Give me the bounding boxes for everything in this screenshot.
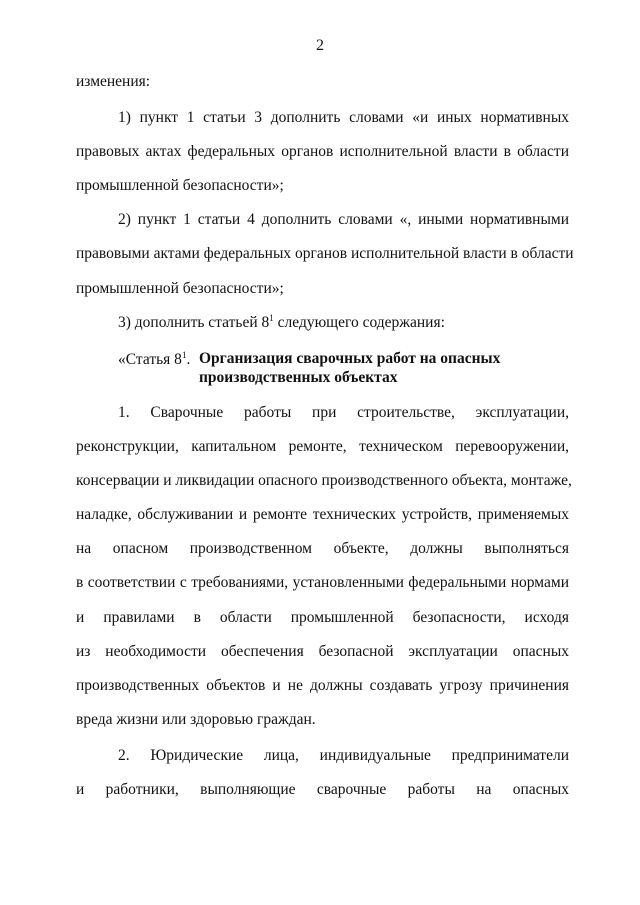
item-1-line-3: промышленной безопасности»; [76,177,284,194]
article-title-line-2: производственных объектах [199,369,398,386]
item-2-line-3: промышленной безопасности»; [76,280,284,297]
para-1-line-8: из необходимости обеспечения безопасной эксплуатации опасных [76,643,569,660]
para-1-line-4: наладке, обслуживании и ремонте технических устройств, применяемых [76,506,569,523]
para-2-line-2: и работники, выполняющие сварочные работы на опасных [76,781,569,798]
item-2-line-2: правовыми актами федеральных органов исполнительной власти в области [76,245,574,262]
item-3-sup: 1 [269,313,274,323]
article-label-dot: . [186,351,191,368]
para-1-line-5: на опасном производственном объекте, должны выполняться [76,540,569,557]
para-1-line-10: вреда жизни или здоровью граждан. [76,711,316,728]
article-title-line-1: Организация сварочных работ на опасных [199,350,501,367]
page-number: 2 [316,37,324,54]
item-1-line-1: 1) пункт 1 статьи 3 дополнить словами «и иных нормативных [118,109,569,126]
item-3-after: следующего содержания: [273,314,445,331]
para-1-line-3: консервации и ликвидации опасного производственного объекта, монтаже, [76,472,572,489]
item-3-text [118,314,445,332]
item-3-before: 3) дополнить статьей 8 [118,314,270,331]
para-1-line-9: производственных объектов и не должны создавать угрозу причинения [76,677,569,694]
para-1-line-2: реконструкции, капитальном ремонте, техническом перевооружении, [76,438,569,455]
para-1-line-7: и правилами в области промышленной безопасности, исходя [76,609,569,626]
para-2-line-1: 2. Юридические лица, индивидуальные предприниматели [118,747,569,764]
intro-text: изменения: [76,73,151,90]
article-label [118,351,190,369]
para-1-line-1: 1. Сварочные работы при строительстве, эксплуатации, [118,404,569,421]
article-label-text: «Статья 8 [118,351,182,368]
item-1-line-2: правовых актах федеральных органов исполнительной власти в области [76,143,569,160]
article-label-sup: 1 [181,350,187,360]
item-2-line-1: 2) пункт 1 статьи 4 дополнить словами «, иными нормативными [118,211,569,228]
para-1-line-6: в соответствии с требованиями, установленными федеральными нормами [76,574,569,591]
